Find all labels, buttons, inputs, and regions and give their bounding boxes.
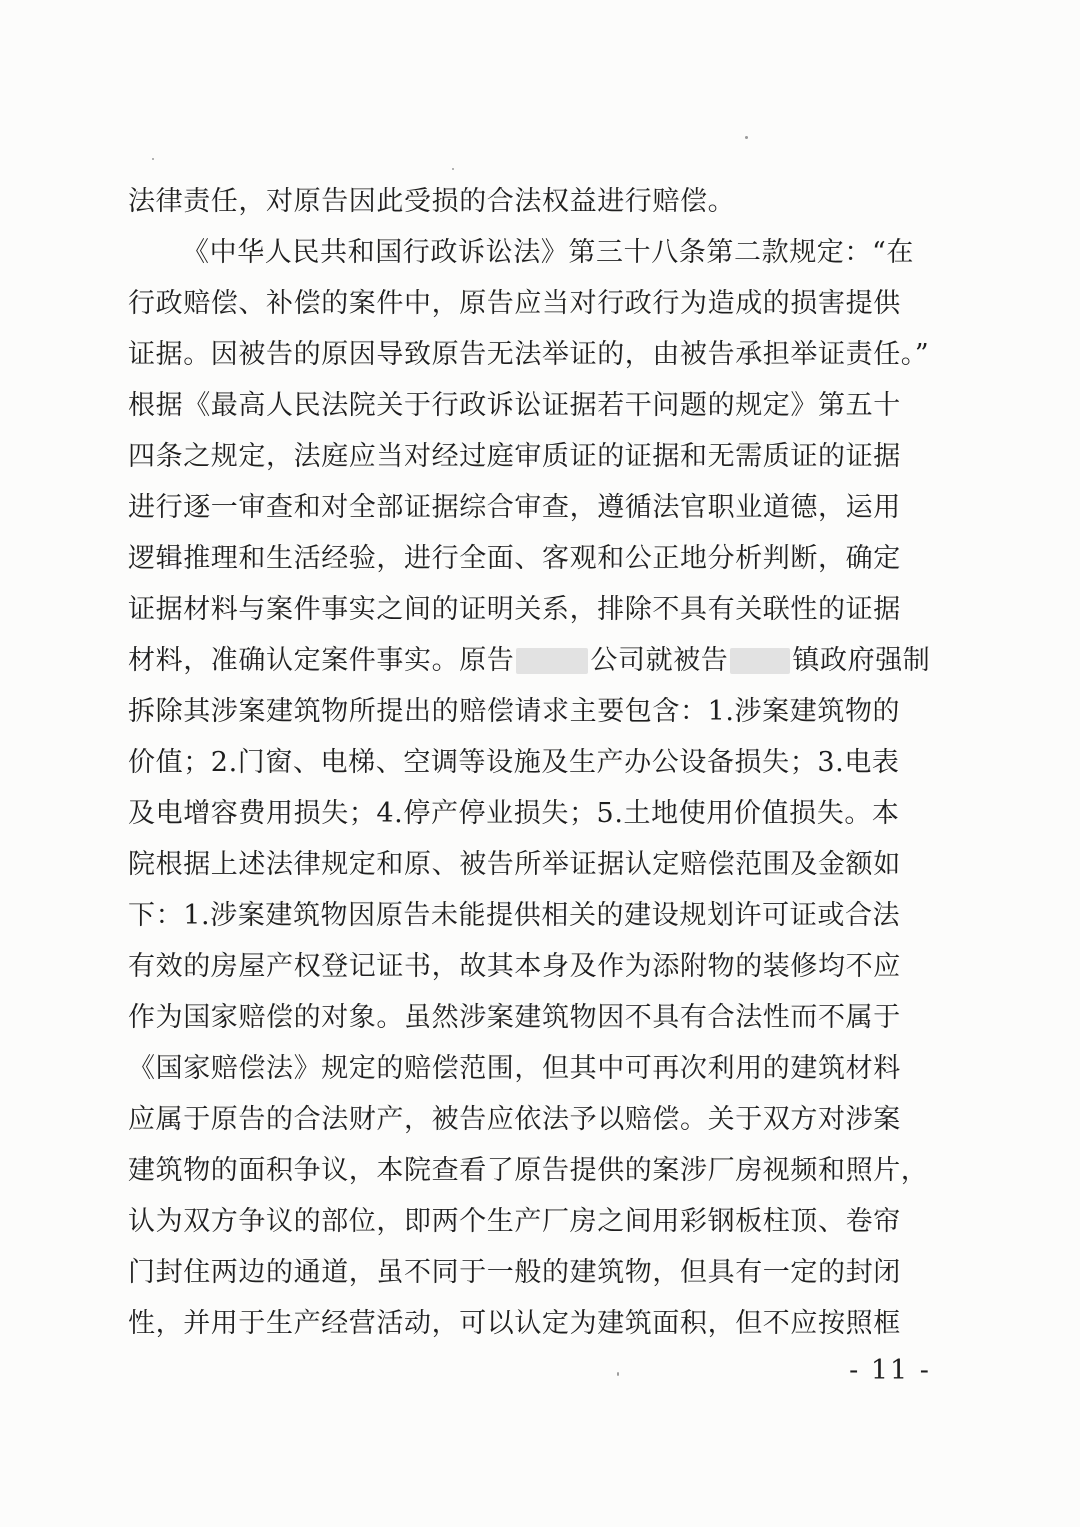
text-line: 及电增容费用损失；4.停产停业损失；5.土地使用价值损失。本 [128, 798, 900, 829]
redacted-town-name [730, 648, 790, 674]
text-line-with-redactions [128, 635, 940, 686]
text-line: 性，并用于生产经营活动，可以认定为建筑面积，但不应按照框 [128, 1308, 901, 1339]
text-line: 应属于原告的合法财产，被告应依法予以赔偿。关于双方对涉案 [128, 1104, 901, 1135]
text-line: 院根据上述法律规定和原、被告所举证据认定赔偿范围及金额如 [128, 849, 901, 880]
redacted-company-name [516, 648, 588, 674]
text-line: 《中华人民共和国行政诉讼法》第三十八条第二款规定：“在 [182, 237, 915, 268]
text-line: 进行逐一审查和对全部证据综合审查，遵循法官职业道德，运用 [128, 492, 901, 523]
scan-speck [745, 136, 748, 139]
text-line: 法律责任，对原告因此受损的合法权益进行赔偿。 [128, 186, 736, 217]
scan-speck [152, 158, 154, 160]
text-line: 证据。因被告的原因导致原告无法举证的，由被告承担举证责任。” [128, 339, 930, 370]
text-segment: 材料，准确认定案件事实。原告 [128, 645, 515, 676]
text-line: 建筑物的面积争议，本院查看了原告提供的案涉厂房视频和照片， [128, 1155, 929, 1186]
text-line: 逻辑推理和生活经验，进行全面、客观和公正地分析判断，确定 [128, 543, 901, 574]
text-line: 拆除其涉案建筑物所提出的赔偿请求主要包含：1.涉案建筑物的 [128, 696, 901, 727]
text-line: 证据材料与案件事实之间的证明关系，排除不具有关联性的证据 [128, 594, 901, 625]
page-number: - 11 - [849, 1355, 931, 1386]
text-line: 行政赔偿、补偿的案件中，原告应当对行政行为造成的损害提供 [128, 288, 901, 319]
document-body [128, 176, 940, 1349]
text-line: 四条之规定，法庭应当对经过庭审质证的证据和无需质证的证据 [128, 441, 901, 472]
scan-speck [617, 1372, 619, 1376]
text-line: 价值；2.门窗、电梯、空调等设施及生产办公设备损失；3.电表 [128, 747, 900, 778]
text-line: 根据《最高人民法院关于行政诉讼证据若干问题的规定》第五十 [128, 390, 901, 421]
text-line: 《国家赔偿法》规定的赔偿范围，但其中可再次利用的建筑材料 [128, 1053, 901, 1084]
text-line: 下：1.涉案建筑物因原告未能提供相关的建设规划许可证或合法 [128, 900, 901, 931]
text-line: 作为国家赔偿的对象。虽然涉案建筑物因不具有合法性而不属于 [128, 1002, 901, 1033]
text-segment: 公司就被告 [590, 645, 729, 676]
text-line: 认为双方争议的部位，即两个生产厂房之间用彩钢板柱顶、卷帘 [128, 1206, 901, 1237]
text-segment: 镇政府强制 [792, 645, 931, 676]
scan-speck [452, 168, 454, 170]
text-line: 有效的房屋产权登记证书，故其本身及作为添附物的装修均不应 [128, 951, 901, 982]
text-line: 门封住两边的通道，虽不同于一般的建筑物，但具有一定的封闭 [128, 1257, 901, 1288]
